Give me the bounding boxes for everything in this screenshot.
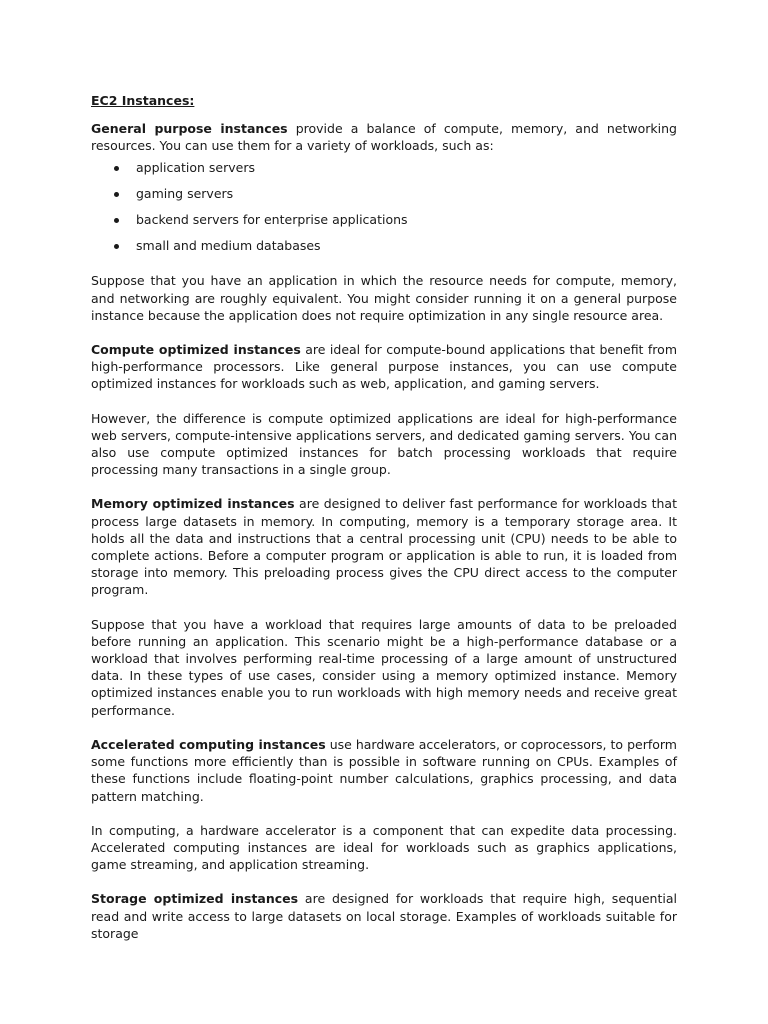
bullet-icon [114, 244, 119, 249]
term-storage-optimized: Storage optimized instances [91, 891, 299, 907]
paragraph-general-followup: Suppose that you have an application in which the resource needs for compute, memory, and networking are roughly equivalent. You might consider running it on a general purpose instance because the application does not require optimization in any single resource area. [91, 273, 677, 323]
text-compute-optimized: are ideal for compute-bound applications that benefit from high-performance processors. Like general purpose instances, you can use compute optimized instances for workloads such as web, application, and gaming servers. [91, 342, 678, 392]
list-item [91, 211, 677, 228]
term-accelerated-computing: Accelerated computing instances [91, 736, 326, 752]
paragraph-memory-followup: Suppose that you have a workload that requires large amounts of data to be preloaded before running an application. This scenario might be a high-performance database or a workload that involves performing real-time processing of a large amount of unstructured data. In these types of use cases, consider using a memory optimized instance. Memory optimized instances enable you to run workloads with high memory needs and receive great performance. [91, 616, 677, 718]
paragraph-storage-optimized [91, 890, 677, 942]
term-general-purpose: General purpose instances [91, 121, 288, 137]
paragraph-compute-followup: However, the difference is compute optimized applications are ideal for high-performance web servers, compute-intensive applications servers, and dedicated gaming servers. You can also use compute optimized instances for batch processing workloads that require processing many transactions in a single group. [91, 410, 677, 478]
term-compute-optimized: Compute optimized instances [91, 342, 301, 358]
paragraph-accelerated-computing [91, 736, 677, 805]
term-memory-optimized: Memory optimized instances [91, 496, 295, 512]
text-accelerated-computing: use hardware accelerators, or coprocessors, to perform some functions more efficiently than is possible in software running on CPUs. Examples of these functions include floating-point number calculations, graphics processing, and data pattern matching. [91, 736, 677, 804]
document-body [91, 92, 677, 959]
paragraph-memory-optimized [91, 495, 677, 598]
list-item-label: gaming servers [136, 185, 234, 201]
list-item-label: backend servers for enterprise applications [136, 212, 408, 228]
list-item [91, 237, 677, 254]
paragraph-compute-optimized [91, 341, 677, 393]
workload-list [91, 159, 677, 255]
paragraph-general-purpose [91, 120, 677, 154]
text-storage-optimized: are designed for workloads that require high, sequential read and write access to large datasets on local storage. Examples of workloads suitable for storage [91, 891, 677, 941]
list-item [91, 185, 677, 202]
list-item-label: small and medium databases [136, 238, 321, 254]
paragraph-accelerated-followup: In computing, a hardware accelerator is a component that can expedite data processing. Accelerated computing instances are ideal for workloads such as graphics applications, game streaming, and application streaming. [91, 822, 677, 873]
page-title: EC2 Instances: [91, 93, 195, 108]
bullet-icon [114, 192, 119, 197]
list-item [91, 159, 677, 176]
text-memory-optimized: are designed to deliver fast performance for workloads that process large datasets in memory. In computing, memory is a temporary storage area. It holds all the data and instructions that a central processing unit (CPU) needs to be able to complete actions. Before a computer program or application is able to run, it is loaded from storage into memory. This preloading process gives the CPU direct access to the computer program. [91, 496, 677, 598]
bullet-icon [114, 218, 119, 223]
bullet-icon [114, 166, 119, 171]
text-general-purpose: provide a balance of compute, memory, and networking resources. You can use them for a variety of workloads, such as: [91, 121, 677, 154]
list-item-label: application servers [136, 159, 256, 175]
